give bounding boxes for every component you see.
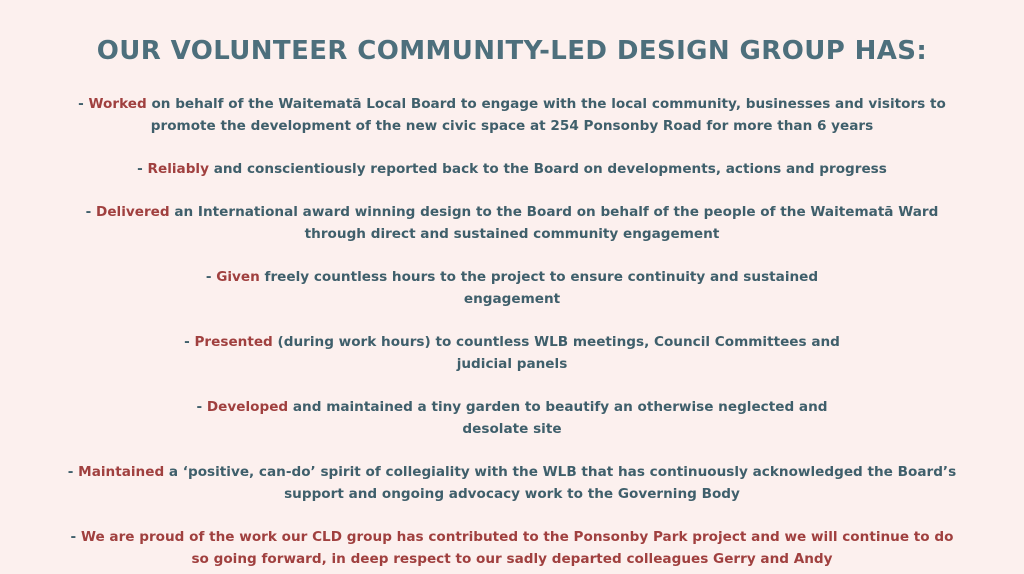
bullet-dash: - <box>78 96 84 113</box>
bullet-text: a ‘positive, can-do’ spirit of collegiality with the WLB that has continuously acknowledged the Board’s support and ongoing advocacy work to the Governing Body <box>168 464 957 503</box>
bullet-lead-word: Developed <box>206 399 289 416</box>
bullet-lead-word: Given <box>216 269 260 286</box>
bullet-text: (during work hours) to countless WLB meetings, Council Committees and judicial panels <box>277 334 840 373</box>
page-title: OUR VOLUNTEER COMMUNITY-LED DESIGN GROUP HAS: <box>96 36 928 66</box>
list-item <box>62 201 962 245</box>
list-item <box>162 396 862 440</box>
bullet-text: freely countless hours to the project to ensure continuity and sustained engagement <box>264 269 819 308</box>
list-item <box>117 158 907 180</box>
bullet-dash: - <box>184 334 190 351</box>
bullet-text: and maintained a tiny garden to beautify an otherwise neglected and desolate site <box>292 399 828 438</box>
bullet-text: and conscientiously reported back to the Board on developments, actions and progress <box>213 161 887 178</box>
bullet-dash: - <box>70 529 77 546</box>
bullet-text: an International award winning design to the Board on behalf of the people of the Waitematā Ward through direct and sustained community engagement <box>174 204 939 243</box>
bullet-dash: - <box>196 399 203 416</box>
bullet-dash: - <box>85 204 92 221</box>
bullet-lead-word: Worked <box>88 96 147 113</box>
list-item <box>162 331 862 375</box>
list-item <box>62 526 962 570</box>
list-item <box>162 266 862 310</box>
bullet-dash: - <box>205 269 212 286</box>
bullet-dash: - <box>137 161 143 178</box>
bullet-lead-word: We are proud of the work our CLD group has contributed to the Ponsonby Park project and we will continue to do so going forward, in deep respect to our sadly departed colleagues Gerry and Andy <box>80 529 954 568</box>
bullet-lead-word: Delivered <box>96 204 170 221</box>
bullet-lead-word: Reliably <box>147 161 209 178</box>
bullet-lead-word: Maintained <box>78 464 165 481</box>
bullet-dash: - <box>67 464 74 481</box>
bullet-text: on behalf of the Waitematā Local Board to engage with the local community, businesses and visitors to promote the development of the new civic space at 254 Ponsonby Road for more than 6 years <box>150 96 946 135</box>
bullet-lead-word: Presented <box>194 334 273 351</box>
list-item <box>62 93 962 137</box>
list-item <box>62 461 962 505</box>
bullet-list <box>44 93 980 570</box>
